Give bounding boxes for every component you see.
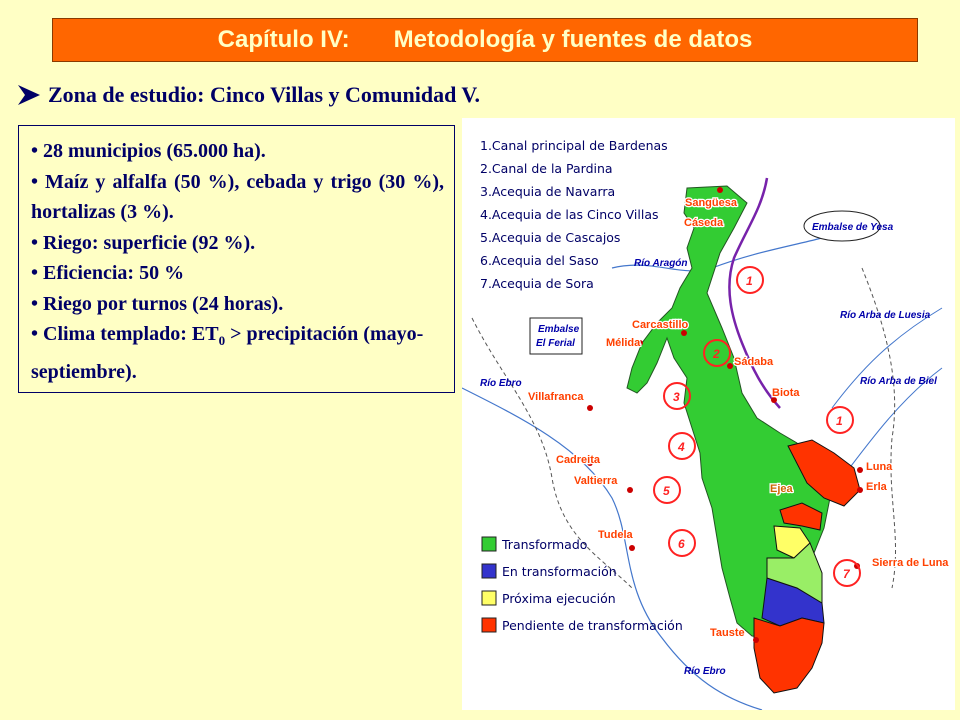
bullet-eficiencia: • Eficiencia: 50 %: [31, 262, 185, 284]
town-cadreita: Cadreita: [556, 454, 601, 466]
river-label-ebro-south: Río Ebro: [684, 666, 726, 677]
canal-item-7: 7.Acequia de Sora: [480, 276, 594, 291]
facts-box: [18, 125, 455, 393]
town-tudela: Tudela: [598, 529, 633, 541]
town-villafranca: Villafranca: [528, 391, 584, 403]
river-arba-luesia: [832, 308, 942, 408]
river-label-arba-biel: Río Arba de Biel: [860, 376, 937, 387]
town-dot: [753, 637, 759, 643]
legend-label-transformado: Transformado: [502, 537, 588, 552]
arrow-bullet-icon: [18, 85, 40, 105]
town-tauste: Tauste: [710, 627, 745, 639]
town-carcastillo: Carcastillo: [632, 319, 689, 331]
circle-num-7: 7: [843, 567, 850, 581]
map-svg: [462, 118, 955, 710]
clima-suffix: > precipitación (mayo-septiembre).: [31, 323, 424, 383]
town-dot: [727, 363, 733, 369]
clima-prefix: • Clima templado: ET: [31, 323, 219, 345]
bullet-turnos: • Riego por turnos (24 horas).: [31, 292, 284, 315]
legend-swatch-transformado: [482, 537, 496, 551]
town-dot: [587, 405, 593, 411]
circle-num-1b: 1: [836, 414, 843, 428]
town-valtierra: Valtierra: [574, 475, 618, 487]
map-legend: [482, 537, 683, 633]
town-dot: [629, 545, 635, 551]
reservoir-ferial-label-1: Embalse: [538, 324, 580, 335]
river-label-aragon: Río Aragón: [634, 258, 688, 269]
river-label-arba-luesia: Río Arba de Luesia: [840, 310, 931, 321]
reservoir-ferial-label-2: El Ferial: [536, 338, 575, 349]
canal-item-1: 1.Canal principal de Bardenas: [480, 138, 668, 153]
canal-item-6: 6.Acequia del Saso: [480, 253, 599, 268]
legend-label-pendiente: Pendiente de transformación: [502, 618, 683, 633]
irrigation-map: [462, 118, 955, 710]
legend-swatch-en-transformacion: [482, 564, 496, 578]
river-label-ebro: Río Ebro: [480, 378, 522, 389]
town-dot: [857, 467, 863, 473]
town-caseda: Cáseda: [684, 217, 724, 229]
canal-item-4: 4.Acequia de las Cinco Villas: [480, 207, 659, 222]
chapter-label: Capítulo IV:: [217, 26, 350, 53]
reservoir-yesa-label: Embalse de Yesa: [812, 222, 894, 233]
town-biota: Biota: [772, 387, 800, 399]
town-luna: Luna: [866, 461, 893, 473]
bullet-clima: [31, 319, 444, 387]
town-dot: [717, 187, 723, 193]
canal-item-5: 5.Acequia de Cascajos: [480, 230, 621, 245]
circle-num-3: 3: [673, 390, 680, 404]
town-sanguesa: Sangüesa: [685, 197, 737, 209]
circle-num-6: 6: [678, 537, 685, 551]
canal-item-2: 2.Canal de la Pardina: [480, 161, 613, 176]
town-dot: [627, 487, 633, 493]
chapter-topic: Metodología y fuentes de datos: [393, 26, 753, 53]
bullet-riego: • Riego: superficie (92 %).: [31, 231, 256, 254]
circle-num-2: 2: [713, 347, 720, 361]
circle-num-1: 1: [746, 274, 753, 288]
town-sadaba: Sádaba: [734, 356, 774, 368]
bullet-municipios: • 28 municipios (65.000 ha).: [31, 140, 266, 162]
circle-num-4: 4: [678, 440, 685, 454]
legend-swatch-proxima-ejecucion: [482, 591, 496, 605]
section-heading-text: Zona de estudio: Cinco Villas y Comunidad V.: [48, 82, 480, 107]
bullet-cultivos: • Maíz y alfalfa (50 %), cebada y trigo (30 %), hortalizas (3 %).: [31, 170, 444, 223]
legend-swatch-pendiente: [482, 618, 496, 632]
area-pendiente-3: [754, 618, 824, 693]
clima-subscript: 0: [218, 333, 226, 348]
section-heading: [18, 82, 480, 108]
canal-item-3: 3.Acequia de Navarra: [480, 184, 616, 199]
town-melida: Mélida: [606, 337, 641, 349]
town-sierra-de-luna: Sierra de Luna: [872, 557, 949, 569]
circle-num-5: 5: [663, 484, 670, 498]
town-dot: [857, 487, 863, 493]
legend-label-proxima-ejecucion: Próxima ejecución: [502, 591, 616, 606]
town-erla: Erla: [866, 481, 887, 493]
town-ejea: Ejea: [770, 483, 793, 495]
legend-label-en-transformacion: En transformación: [502, 564, 617, 579]
chapter-title-bar: [52, 18, 918, 62]
